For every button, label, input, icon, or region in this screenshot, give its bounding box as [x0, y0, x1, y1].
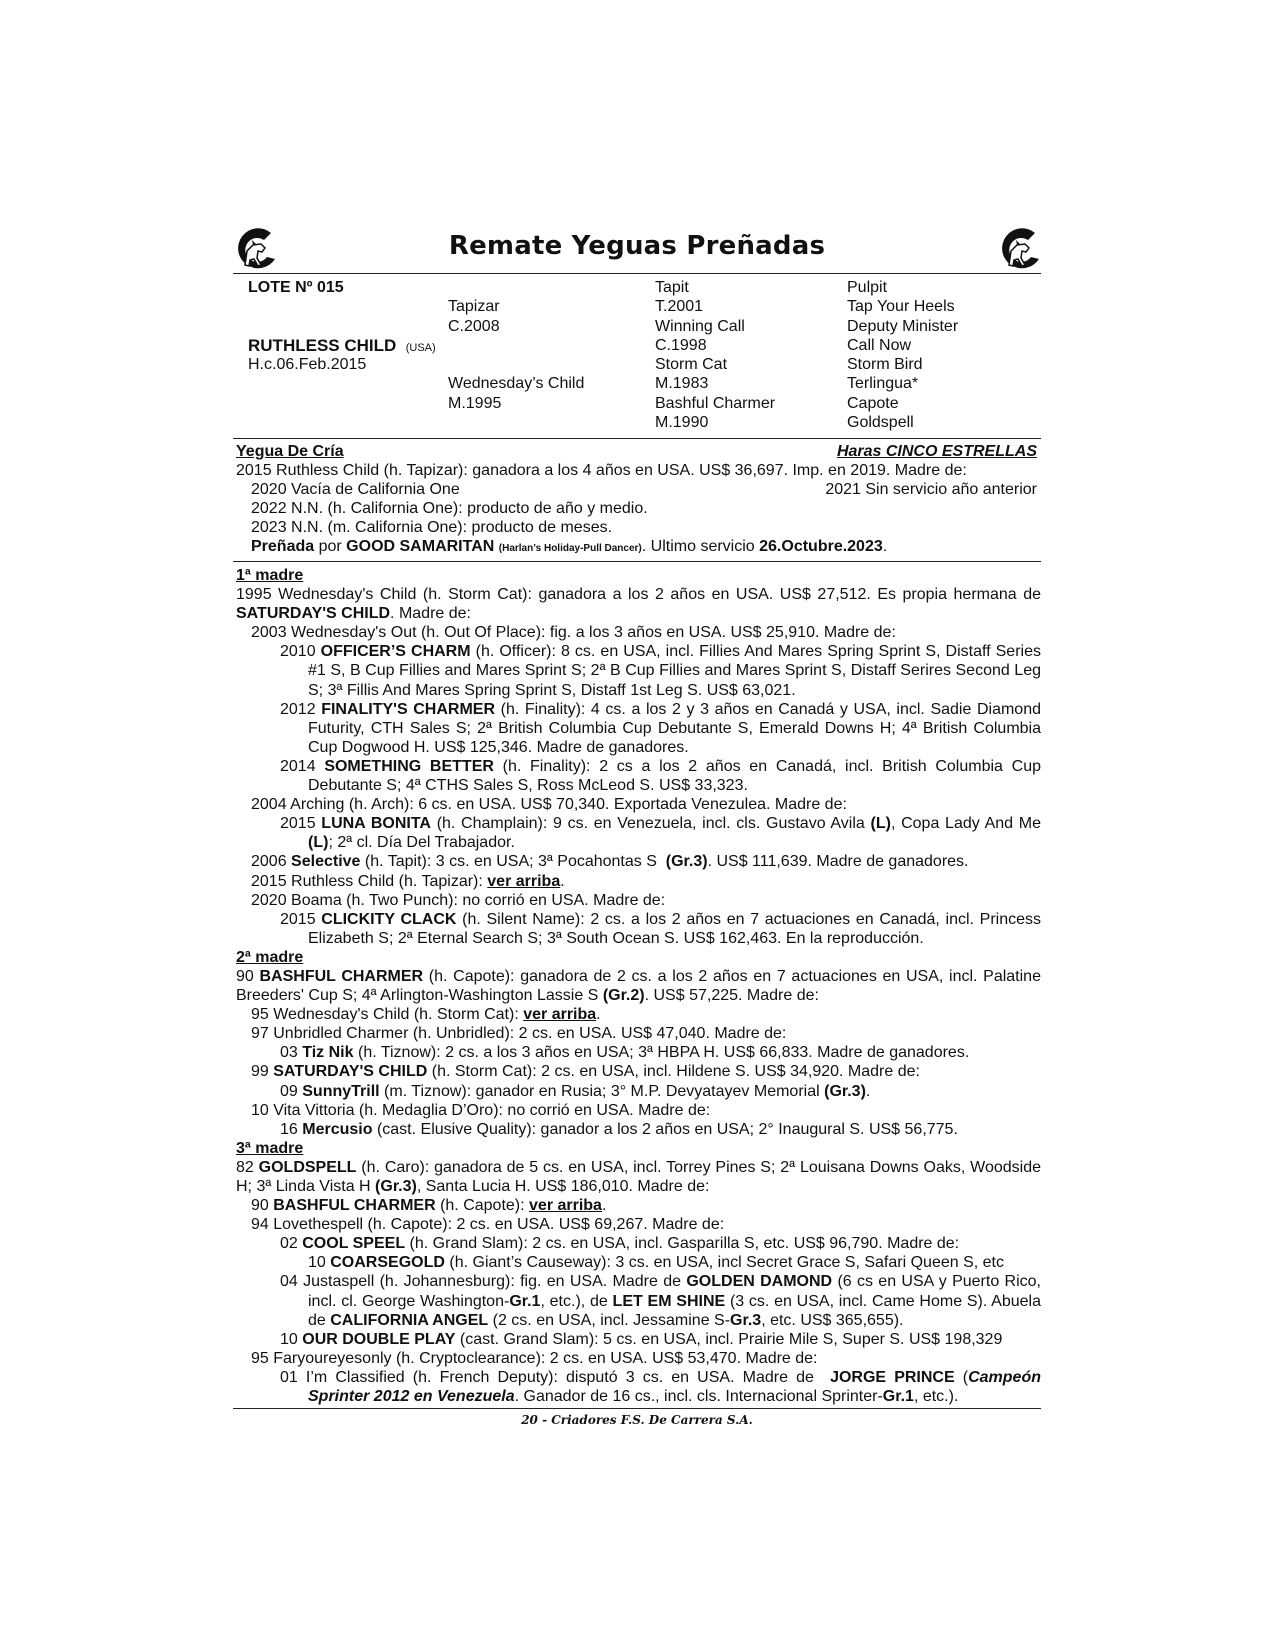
horse-emblem-icon	[995, 225, 1043, 273]
section-heading: 2ª madre	[236, 948, 304, 966]
entry: 09 SunnyTrill (m. Tiznow): ganador en Rusia; 3° M.P. Devyatayev Memorial (Gr.3).	[280, 1082, 871, 1100]
grandparent: Bashful Charmer	[655, 394, 776, 412]
record-line: 2023 N.N. (m. California One): producto de meses.	[251, 519, 613, 536]
record-line: 2015 Ruthless Child (h. Tapizar): ganadora a los 4 años en USA. US$ 36,697. Imp. en 2019. Madre de:	[236, 462, 967, 479]
page-title: Remate Yeguas Preñadas	[448, 231, 826, 261]
family-history	[233, 562, 1041, 1409]
entry: 2014 SOMETHING BETTER (h. Finality): 2 cs a los 2 años en Canadá, incl. British Columbia Cup Debutante S; 4ª CTHS Sales S, Ross McLeod S. US$ 33,323.	[280, 757, 1041, 795]
great-grandparent: Tap Your Heels	[847, 298, 955, 316]
section-heading: 1ª madre	[236, 567, 304, 584]
breeding-record	[233, 439, 1041, 562]
entry: 2006 Selective (h. Tapit): 3 cs. en USA; 3ª Pocahontas S (Gr.3). US$ 111,639. Madre de ganadores.	[251, 853, 969, 871]
great-grandparent: Call Now	[847, 336, 912, 354]
entry: 82 GOLDSPELL (h. Caro): ganadora de 5 cs. en USA, incl. Torrey Pines S; 2ª Louisana Downs Oaks, Woodside H; 3ª Linda Vista H (Gr.3), Santa Lucia H. US$ 186,010. Madre de:	[236, 1158, 1041, 1195]
entry: 2015 Ruthless Child (h. Tapizar): ver arriba.	[251, 872, 565, 890]
great-grandparent: Capote	[847, 394, 899, 412]
grandparent-year: M.1983	[655, 375, 709, 393]
great-grandparent: Deputy Minister	[847, 317, 959, 335]
entry: 90 BASHFUL CHARMER (h. Capote): ver arriba.	[251, 1197, 607, 1215]
record-line: 2021 Sin servicio año anterior	[825, 481, 1037, 498]
entry: 99 SATURDAY'S CHILD (h. Storm Cat): 2 cs. en USA, incl. Hildene S. US$ 34,920. Madre de:	[251, 1063, 920, 1081]
grandparent: Tapit	[655, 279, 689, 296]
entry: 10 OUR DOUBLE PLAY (cast. Grand Slam): 5 cs. en USA, incl. Prairie Mile S, Super S. US$ 198,329	[280, 1330, 1003, 1348]
entry: 04 Justaspell (h. Johannesburg): fig. en USA. Madre de GOLDEN DAMOND (6 cs en USA y Puerto Rico, incl. cl. George Washington-Gr.1, etc.), de LET EM SHINE (3 cs. en USA, incl. Came Home S). Abuela de CALIFORNIA ANGEL (2 cs. en USA, incl. Jessamine S-Gr.3, etc. US$ 365,655).	[280, 1273, 1042, 1329]
entry: 95 Faryoureyesonly (h. Cryptoclearance): 2 cs. en USA. US$ 53,470. Madre de:	[251, 1349, 818, 1367]
entry: 2020 Boama (h. Two Punch): no corrió en USA. Madre de:	[251, 891, 666, 909]
dam-name: Wednesday’s Child	[448, 375, 585, 393]
stud-farm-name: Haras CINCO ESTRELLAS	[836, 443, 1037, 460]
entry: 01 I’m Classified (h. French Deputy): disputó 3 cs. en USA. Madre de JORGE PRINCE (Campeón Sprinter 2012 en Venezuela. Ganador de 16 cs., incl. cls. Internacional Sprinter-Gr.1, etc.).	[280, 1368, 1041, 1406]
entry: 10 COARSEGOLD (h. Giant’s Causeway): 3 cs. en USA, incl Secret Grace S, Safari Queen S, etc	[308, 1254, 1004, 1272]
entry: 90 BASHFUL CHARMER (h. Capote): ganadora de 2 cs. a los 2 años en 7 actuaciones en USA, incl. Palatine Breeders' Cup S; 4ª Arlington-Washington Lassie S (Gr.2). US$ 57,225. Madre de:	[236, 967, 1041, 1005]
page-header	[233, 225, 1041, 274]
catalog-page	[233, 225, 1041, 1427]
grandparent: Storm Cat	[655, 356, 728, 374]
entry: 2004 Arching (h. Arch): 6 cs. en USA. US$ 70,340. Exportada Venezulea. Madre de:	[251, 796, 847, 814]
entry: 16 Mercusio (cast. Elusive Quality): ganador a los 2 años en USA; 2° Inaugural S. US$ 56,775.	[280, 1120, 958, 1138]
entry: 95 Wednesday's Child (h. Storm Cat): ver arriba.	[251, 1006, 601, 1024]
lot-number: LOTE Nº 015	[248, 279, 344, 296]
page-footer: 20 - Criadores F.S. De Carrera S.A.	[521, 1413, 753, 1428]
grandparent: Winning Call	[655, 317, 745, 335]
entry: 2010 OFFICER’S CHARM (h. Officer): 8 cs. en USA, incl. Fillies And Mares Spring Sprint S, Distaff Series #1 S, B Cup Fillies and Mares Sprint S; 2ª B Cup Fillies and Mares Sprint S, Distaff Serires Second Leg S; 3ª Fillis And Mares Spring Sprint S, Distaff 1st Leg S. US$ 63,021.	[280, 643, 1041, 699]
record-line: 2020 Vacía de California One	[251, 481, 460, 498]
entry: 10 Vita Vittoria (h. Medaglia D’Oro): no corrió en USA. Madre de:	[251, 1101, 711, 1119]
great-grandparent: Goldspell	[847, 414, 914, 432]
pregnancy-line: Preñada por GOOD SAMARITAN (Harlan’s Holiday-Pull Dancer). Ultimo servicio 26.Octubre.2023.	[251, 538, 888, 555]
record-line: 2022 N.N. (h. California One): producto de año y medio.	[251, 500, 648, 517]
entry: 2003 Wednesday's Out (h. Out Of Place): fig. a los 3 años en USA. US$ 25,910. Madre de:	[251, 624, 896, 642]
entry: 2012 FINALITY'S CHARMER (h. Finality): 4 cs. a los 2 y 3 años en Canadá y USA, incl. Sadie Diamond Futurity, CTH Sales S; 2ª British Columbia Cup Debutante S, Emerald Downs H; 4ª British Columbia Cup Dogwood H. US$ 125,346. Madre de ganadores.	[280, 700, 1041, 756]
dam-year: M.1995	[448, 394, 502, 412]
entry: 02 COOL SPEEL (h. Grand Slam): 2 cs. en USA, incl. Gasparilla S, etc. US$ 96,790. Madre de:	[280, 1235, 960, 1253]
section-heading: 3ª madre	[236, 1139, 304, 1157]
entry: 2015 LUNA BONITA (h. Champlain): 9 cs. en Venezuela, incl. cls. Gustavo Avila (L), Copa Lady And Me (L); 2ª cl. Día Del Trabajador.	[280, 815, 1041, 852]
sire-year: C.2008	[448, 317, 500, 335]
horse-name: RUTHLESS CHILD (USA)	[248, 335, 436, 355]
section-label: Yegua De Cría	[236, 443, 344, 460]
sire-name: Tapizar	[448, 298, 500, 316]
entry: 2015 CLICKITY CLACK (h. Silent Name): 2 cs. a los 2 años en 7 actuaciones en Canadá, incl. Princess Elizabeth S; 2ª Eternal Search S; 3ª South Ocean S. US$ 162,463. En la reproducción.	[280, 910, 1042, 947]
entry: 94 Lovethespell (h. Capote): 2 cs. en USA. US$ 69,267. Madre de:	[251, 1216, 725, 1234]
entry: 1995 Wednesday's Child (h. Storm Cat): ganadora a los 2 años en USA. US$ 27,512. Es propia hermana de SATURDAY'S CHILD. Madre de:	[236, 586, 1041, 623]
great-grandparent: Pulpit	[847, 279, 888, 296]
grandparent-year: M.1990	[655, 414, 709, 432]
entry: 03 Tiz Nik (h. Tiznow): 2 cs. a los 3 años en USA; 3ª HBPA H. US$ 66,833. Madre de ganadores.	[280, 1044, 970, 1062]
grandparent-year: T.2001	[655, 298, 704, 316]
entry: 97 Unbridled Charmer (h. Unbridled): 2 cs. en USA. US$ 47,040. Madre de:	[251, 1025, 787, 1043]
great-grandparent: Storm Bird	[847, 356, 923, 374]
great-grandparent: Terlingua*	[847, 375, 919, 393]
grandparent-year: C.1998	[655, 336, 707, 354]
horse-info: H.c.06.Feb.2015	[248, 356, 367, 374]
pedigree-table	[233, 274, 1041, 439]
